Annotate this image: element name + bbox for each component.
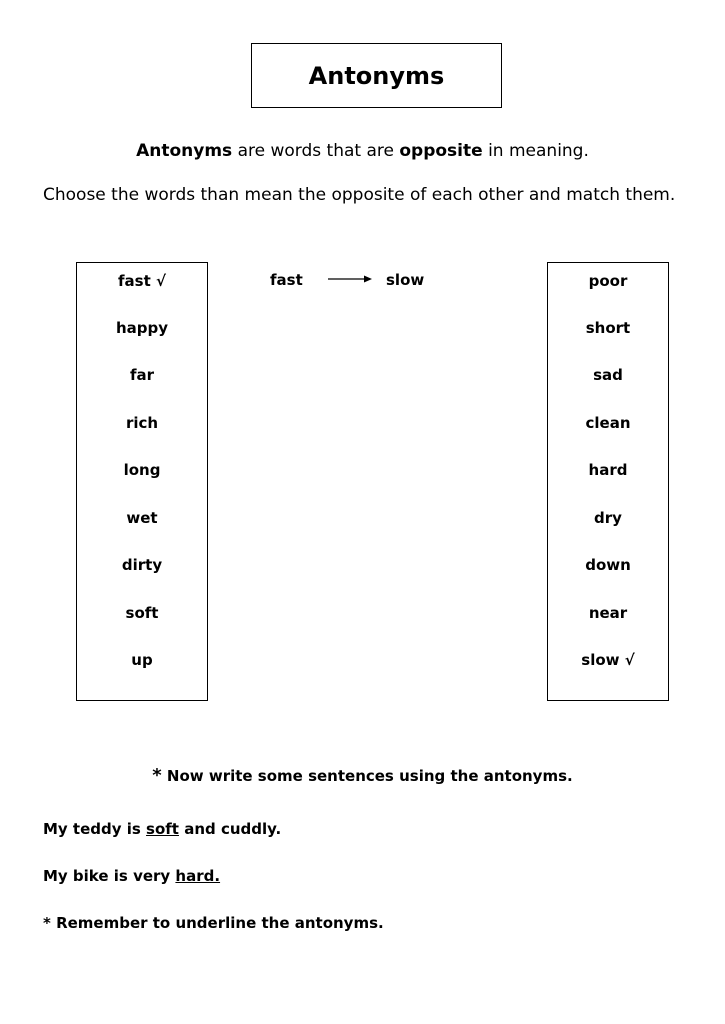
intro-sentence	[0, 138, 725, 164]
sentence-before: My bike is very	[43, 867, 176, 885]
page-title: Antonyms	[308, 61, 445, 90]
example-sentence	[43, 818, 281, 840]
intro-emphasis: opposite	[399, 141, 483, 161]
left-word: fast √	[118, 272, 166, 290]
left-word: dirty	[121, 556, 163, 574]
right-word: short	[585, 319, 631, 337]
star-marker: *	[152, 765, 162, 786]
right-word: slow √	[581, 651, 635, 669]
left-word: long	[123, 461, 161, 479]
left-word: wet	[126, 509, 158, 527]
example-from: fast	[270, 271, 303, 289]
right-word: hard	[588, 461, 628, 479]
right-word: clean	[585, 414, 631, 432]
left-word-box	[76, 262, 208, 701]
instruction-text: Choose the words than mean the opposite of each other and match them.	[43, 185, 676, 205]
right-word: dry	[594, 509, 622, 527]
right-word: near	[588, 604, 628, 622]
right-word-box	[547, 262, 669, 701]
sentence-before: My teddy is	[43, 820, 147, 838]
left-word: up	[131, 651, 153, 669]
left-word: rich	[125, 414, 159, 432]
reminder-text: * Remember to underline the antonyms.	[43, 914, 384, 932]
intro-term: Antonyms	[136, 141, 233, 161]
example-sentence	[43, 865, 220, 887]
right-word: poor	[588, 272, 628, 290]
now-write-text: Now write some sentences using the antonyms.	[161, 767, 573, 785]
arrow-right-icon	[327, 273, 373, 285]
now-write-instruction	[0, 764, 725, 788]
left-word: happy	[115, 319, 169, 337]
right-word: sad	[593, 366, 623, 384]
sentence-antonym: hard.	[175, 867, 221, 885]
title-box	[251, 43, 502, 108]
example-to: slow	[386, 271, 425, 289]
right-word: down	[585, 556, 631, 574]
sentence-antonym: soft	[146, 820, 179, 838]
left-word: far	[129, 366, 155, 384]
sentence-after: and cuddly.	[178, 820, 282, 838]
left-word: soft	[125, 604, 159, 622]
intro-part2: in meaning.	[482, 141, 589, 161]
intro-part1: are words that are	[232, 141, 400, 161]
